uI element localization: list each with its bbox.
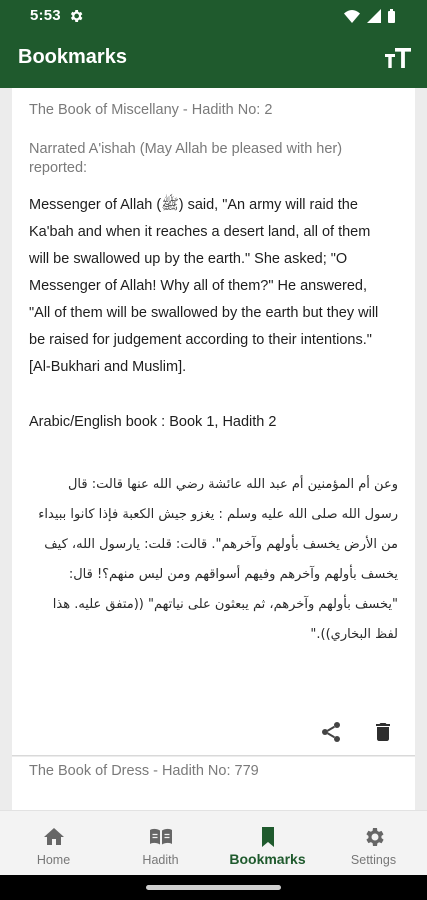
nav-item-bookmarks[interactable] bbox=[214, 811, 321, 876]
app-bar bbox=[0, 32, 427, 88]
narrator-text: Narrated A'ishah (May Allah be pleased with her) reported: bbox=[29, 141, 343, 176]
home-icon bbox=[42, 825, 66, 849]
arabic-text: وعن أم المؤمنين أم عبد الله عائشة رضي الله عنها قالت: قال رسول الله صلى الله عليه وسلم : يغزو جيش الكعبة فإذا كانوا ببيداء من الأرض يخسف بأولهم وآخرهم". قالت: قلت: يارسول الله، كيف يخسف بأولهم وآخرهم وفيهم أسواقهم ومن ليس منهم؟! قال: "يخسف بأولهم وآخرهم، ثم يبعثون على نياتهم" ((متفق عليه. هذا لفظ البخاري))." bbox=[38, 477, 398, 642]
bookmark-card[interactable] bbox=[12, 757, 415, 810]
signal-icon bbox=[367, 9, 381, 23]
text-size-icon[interactable] bbox=[383, 45, 413, 73]
nav-item-settings[interactable] bbox=[320, 811, 427, 876]
gear-icon bbox=[68, 8, 84, 24]
nav-label: Hadith bbox=[142, 853, 179, 867]
status-bar bbox=[0, 0, 427, 32]
book-title: The Book of Miscellany - Hadith No: 2 bbox=[29, 102, 273, 118]
bookmark-card[interactable] bbox=[12, 88, 415, 756]
book-icon bbox=[149, 825, 173, 849]
page-title: Bookmarks bbox=[18, 46, 127, 68]
gear-icon bbox=[362, 825, 386, 849]
status-time: 5:53 bbox=[30, 7, 61, 24]
battery-icon bbox=[388, 9, 395, 23]
nav-label: Settings bbox=[350, 853, 397, 867]
nav-label: Home bbox=[36, 853, 71, 867]
wifi-icon bbox=[344, 10, 360, 23]
bottom-navigation bbox=[0, 810, 427, 875]
hadith-reference: Arabic/English book : Book 1, Hadith 2 bbox=[29, 414, 277, 430]
share-icon[interactable] bbox=[319, 720, 343, 744]
bookmark-list[interactable] bbox=[0, 88, 427, 810]
home-indicator[interactable] bbox=[146, 885, 281, 890]
delete-icon[interactable] bbox=[371, 720, 395, 744]
system-icons bbox=[343, 8, 405, 24]
gesture-bar bbox=[0, 875, 427, 900]
book-title: The Book of Dress - Hadith No: 779 bbox=[29, 763, 259, 779]
bookmark-icon bbox=[256, 825, 280, 849]
nav-item-hadith[interactable] bbox=[107, 811, 214, 876]
hadith-text: Messenger of Allah (ﷺ) said, "An army will raid the Ka'bah and when it reaches a desert land, all of them will be swallowed up by the earth." She asked; "O Messenger of Allah! Why all of them?" He answered, "All of them will be swallowed by the earth but they will be raised for judgement according to their intentions." [Al-Bukhari and Muslim]. bbox=[29, 197, 379, 375]
nav-item-home[interactable] bbox=[0, 811, 107, 876]
nav-label: Bookmarks bbox=[229, 851, 306, 867]
